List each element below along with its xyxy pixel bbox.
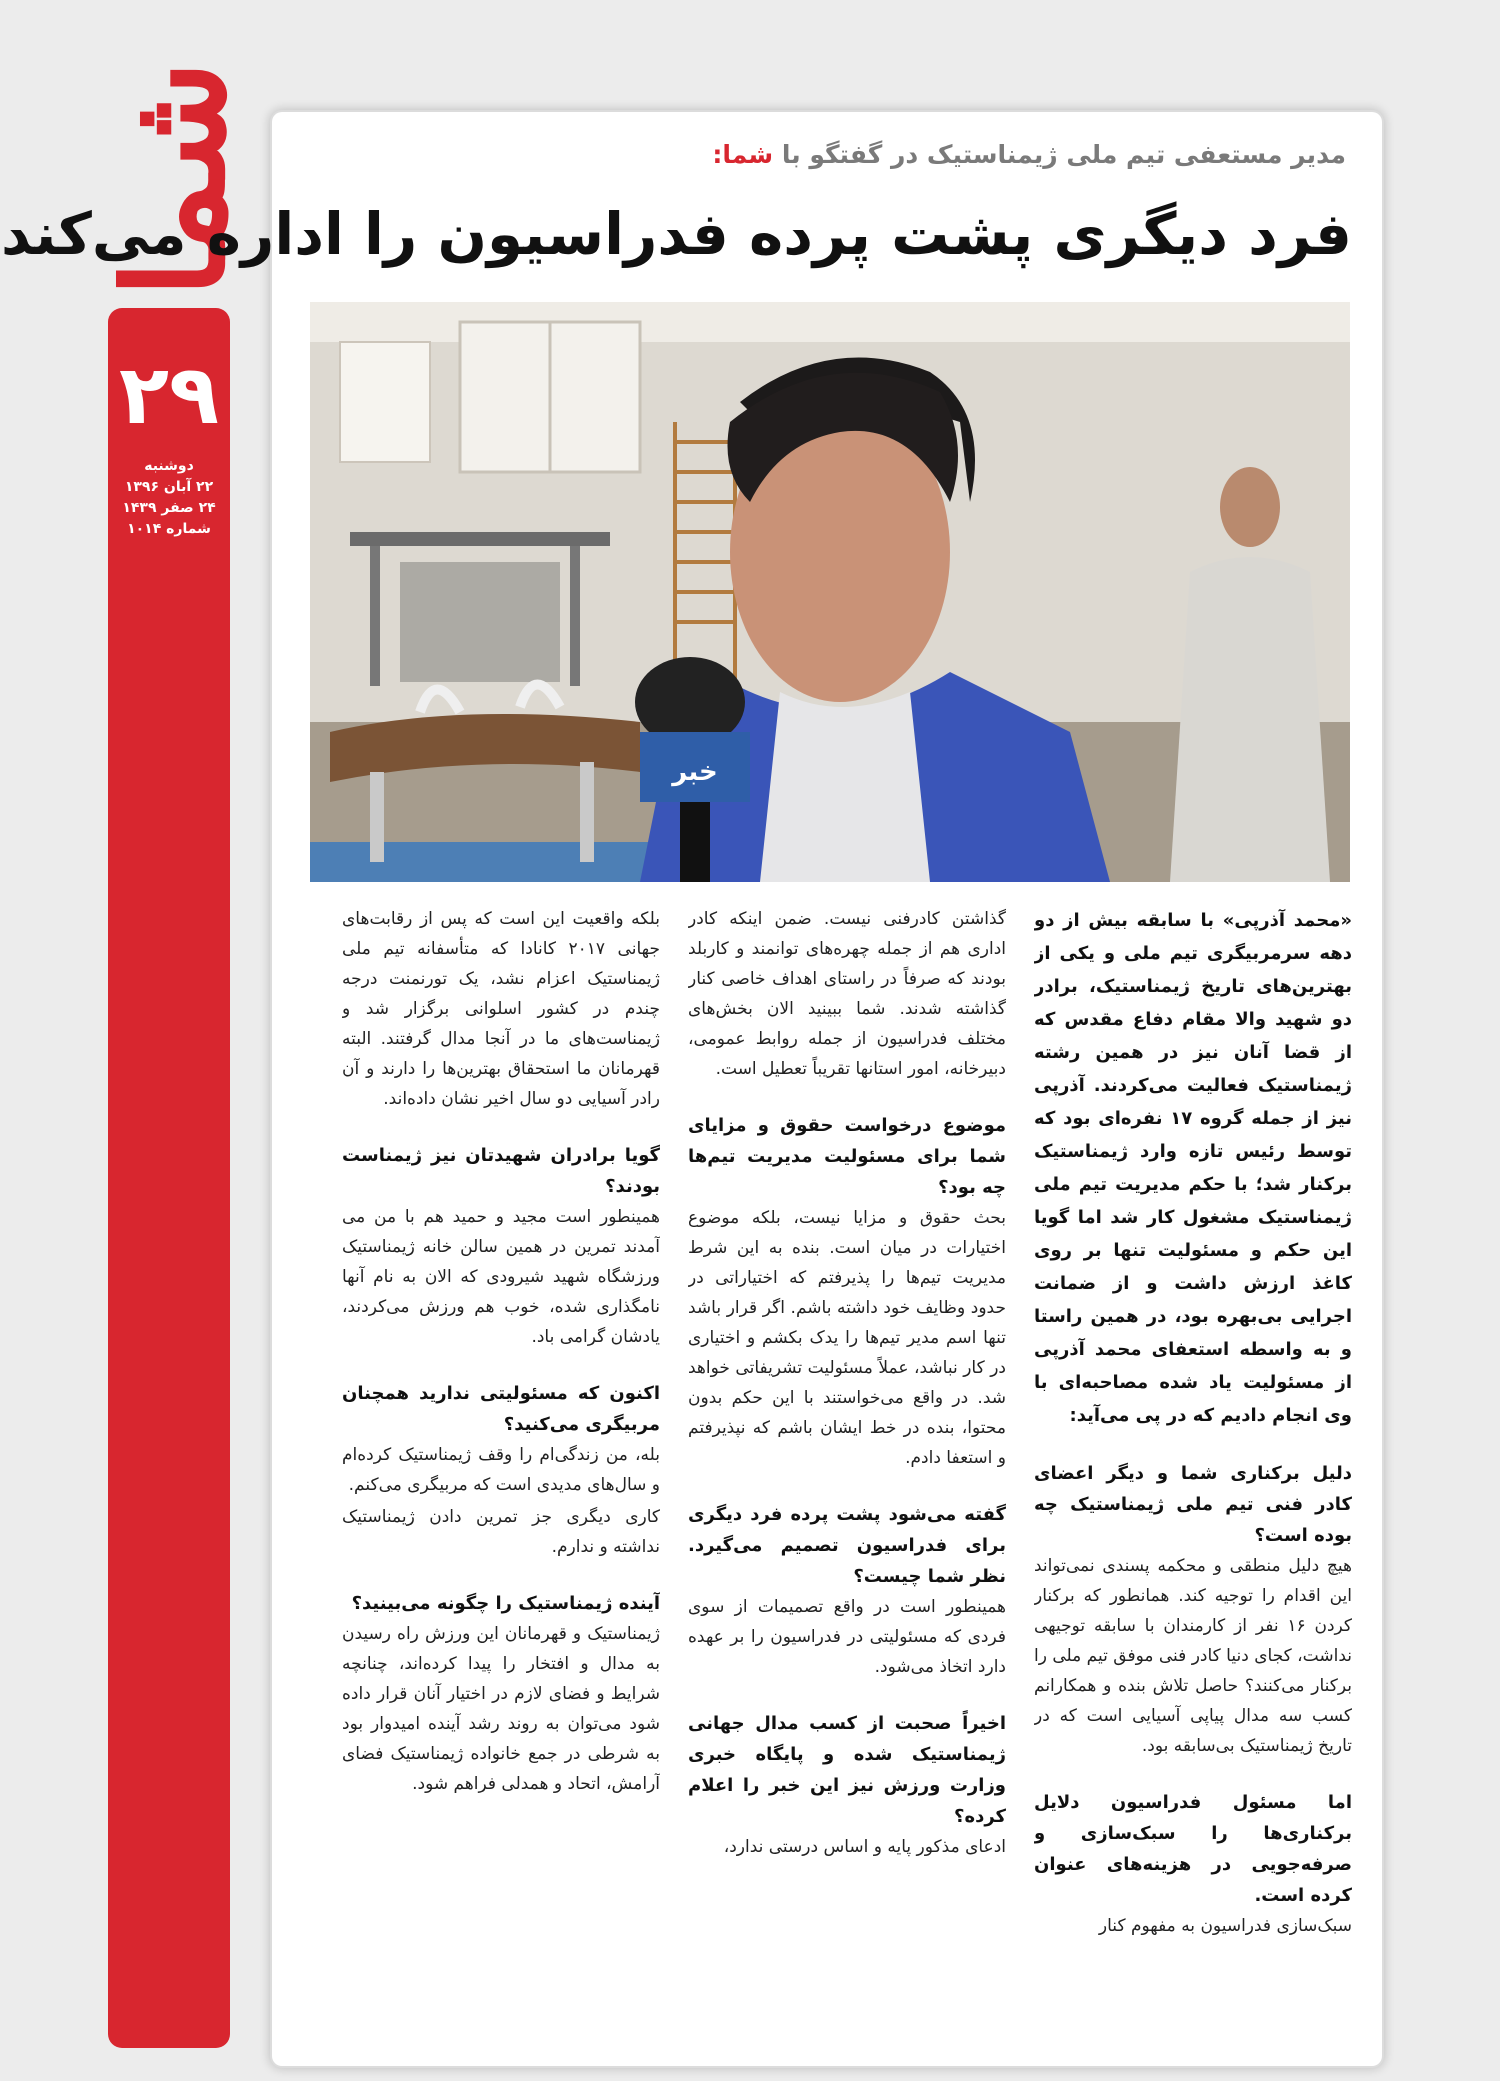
answer-paragraph: بحث حقوق و مزایا نیست، بلکه موضوع اختیارات در میان است. بنده به این شرط مدیریت تیم‌ها را پذیرفتم که اختیاراتی در حدود وظایف خود داشته باشم. اگر قرار باشد تنها اسم مدیر تیم‌ها را یدک بکشم و اختیاری در کار نباشد، عملاً مسئولیت تشریفاتی خواهد شد. در واقع می‌خواستند با این حکم بدون محتوا، بنده در خط ایشان باشم که نپذیرفتم و استعفا دادم. (688, 1208, 1006, 1468)
weekday: دوشنبه (144, 458, 194, 474)
body-paragraph: بلکه واقعیت این است که پس از رقابت‌های جهانی ۲۰۱۷ کانادا که متأسفانه تیم ملی ژیمناستیک اعزام نشد، یک تورنمنت درجه چندم در کشور اسلوانی برگزار شد و ژیمناست‌های ما در آنجا مدال گرفتند. البته قهرمانان ما استحقاق بهترین‌ها را دارند و آن رادر آسیایی دو سال اخیر نشان داده‌اند. (342, 909, 660, 1109)
article-kicker (346, 140, 1346, 169)
question-heading: دلیل برکناری شما و دیگر اعضای کادر فنی تیم ملی ژیمناستیک چه بوده است؟ (1034, 1463, 1352, 1546)
answer-paragraph: هیچ دلیل منطقی و محکمه پسندی نمی‌تواند این اقدام را توجیه کند. همانطور که برکنار کردن ۱۶ نفر از کارمندان با سابقه توجیهی نداشت، کجای دنیا کادر فنی موفق تیم ملی را برکنار می‌کنند؟ حاصل تلاش بنده و همکارانم کسب سه مدال پیاپی آسیایی است که در تاریخ ژیمناستیک بی‌سابقه بود. (1034, 1556, 1352, 1756)
kicker-text: مدیر مستعفی تیم ملی ژیمناستیک در گفتگو با (781, 140, 1346, 169)
question-heading: گویا برادران شهیدتان نیز ژیمناست بودند؟ (342, 1145, 660, 1197)
body-paragraph: گذاشتن کادرفنی نیست. ضمن اینکه کادر اداری هم از جمله چهره‌های توانمند و کاربلد بودند که صرفاً در راستای اهداف خاصی کنار گذاشته شدند. شما ببینید الان بخش‌های مختلف فدراسیون از جمله روابط عمومی، دبیرخانه، امور استانها تقریباً تعطیل است. (688, 909, 1006, 1079)
question-heading: گفته می‌شود پشت پرده فرد دیگری برای فدراسیون تصمیم می‌گیرد. نظر شما چیست؟ (688, 1504, 1006, 1587)
answer-paragraph: بله، من زندگی‌ام را وقف ژیمناستیک کرده‌ام و سال‌های مدیدی است که مربیگری می‌کنم. (342, 1445, 660, 1495)
issue-sidebar (108, 308, 230, 2048)
page-number: ۲۹ (118, 348, 220, 443)
microphone-badge: خبر (672, 757, 718, 787)
answer-paragraph: همینطور است در واقع تصمیمات از سوی فردی که مسئولیتی در فدراسیون را بر عهده دارد اتخاذ می‌شود. (688, 1597, 1006, 1677)
issue-number: شماره ۱۰۱۴ (127, 521, 211, 537)
date-block (108, 456, 230, 540)
question-heading: اکنون که مسئولیتی ندارید همچنان مربیگری می‌کنید؟ (342, 1383, 660, 1435)
question-heading: اما مسئول فدراسیون دلایل برکناری‌ها را سبک‌سازی و صرفه‌جویی در هزینه‌های عنوان کرده است. (1034, 1792, 1352, 1906)
question-heading: اخیراً صحبت از کسب مدال جهانی ژیمناستیک شده و پایگاه خبری وزارت ورزش نیز این خبر را اعلام کرده؟ (688, 1713, 1006, 1827)
article-lead: «محمد آذرپی» با سابقه بیش از دو دهه سرمربیگری تیم ملی و یکی از بهترین‌های تاریخ ژیمناستیک، برادر دو شهید والا مقام دفاع مقدس که از قضا آنان نیز در همین رشته ژیمناستیک فعالیت می‌کردند. آذرپی نیز از جمله گروه ۱۷ نفره‌ای بود که توسط رئیس تازه وارد ژیمناستیک برکنار شد؛ با حکم مدیریت تیم ملی ژیمناستیک مشغول کار شد اما گویا این حکم و مسئولیت تنها بر روی کاغذ ارزش داشت و از ضمانت اجرایی بی‌بهره بود، در همین راستا و به واسطه استعفای محمد آذرپی از مسئولیت یاد شده مصاحبه‌ای با وی انجام دادیم که در پی می‌آید: (1034, 910, 1352, 1426)
brand-logo: شما (93, 60, 256, 298)
answer-paragraph: ادعای مذکور پایه و اساس درستی ندارد، (723, 1837, 1006, 1857)
answer-paragraph: همینطور است مجید و حمید هم با من می آمدند تمرین در همین سالن خانه ژیمناستیک ورزشگاه شهید شیرودی که الان به نام آنها نامگذاری شده، خوب هم ورزش می‌کردند، یادشان گرامی باد. (342, 1207, 660, 1347)
interview-photo (310, 302, 1350, 882)
date-solar: ۲۲ آبان ۱۳۹۶ (124, 479, 214, 495)
column-1 (1034, 904, 1352, 2064)
column-2 (688, 904, 1006, 2064)
date-lunar: ۲۴ صفر ۱۴۳۹ (122, 500, 216, 516)
question-heading: آینده ژیمناستیک را چگونه می‌بینید؟ (351, 1593, 660, 1614)
answer-paragraph: کاری دیگری جز تمرین دادن ژیمناستیک نداشته و ندارم. (342, 1507, 660, 1557)
column-3 (342, 904, 660, 2064)
answer-paragraph: سبک‌سازی فدراسیون به مفهوم کنار (1098, 1916, 1352, 1936)
headline: فرد دیگری پشت پرده فدراسیون را اداره می‌کند (1, 200, 1352, 268)
answer-paragraph: ژیمناستیک و قهرمانان این ورزش راه رسیدن به مدال و افتخار را پیدا کرده‌اند، چنانچه شرایط و فضای لازم در اختیار آنان قرار داده شود می‌توان به روند رشد آینده امیدوار بود به شرطی در جمع خانواده ژیمناستیک فضای آرامش، اتحاد و همدلی فراهم شود. (342, 1624, 660, 1794)
question-heading: موضوع درخواست حقوق و مزایای شما برای مسئولیت مدیریت تیم‌ها چه بود؟ (688, 1115, 1006, 1198)
photo-illustration (310, 302, 1350, 882)
kicker-highlight: شما: (712, 140, 774, 169)
